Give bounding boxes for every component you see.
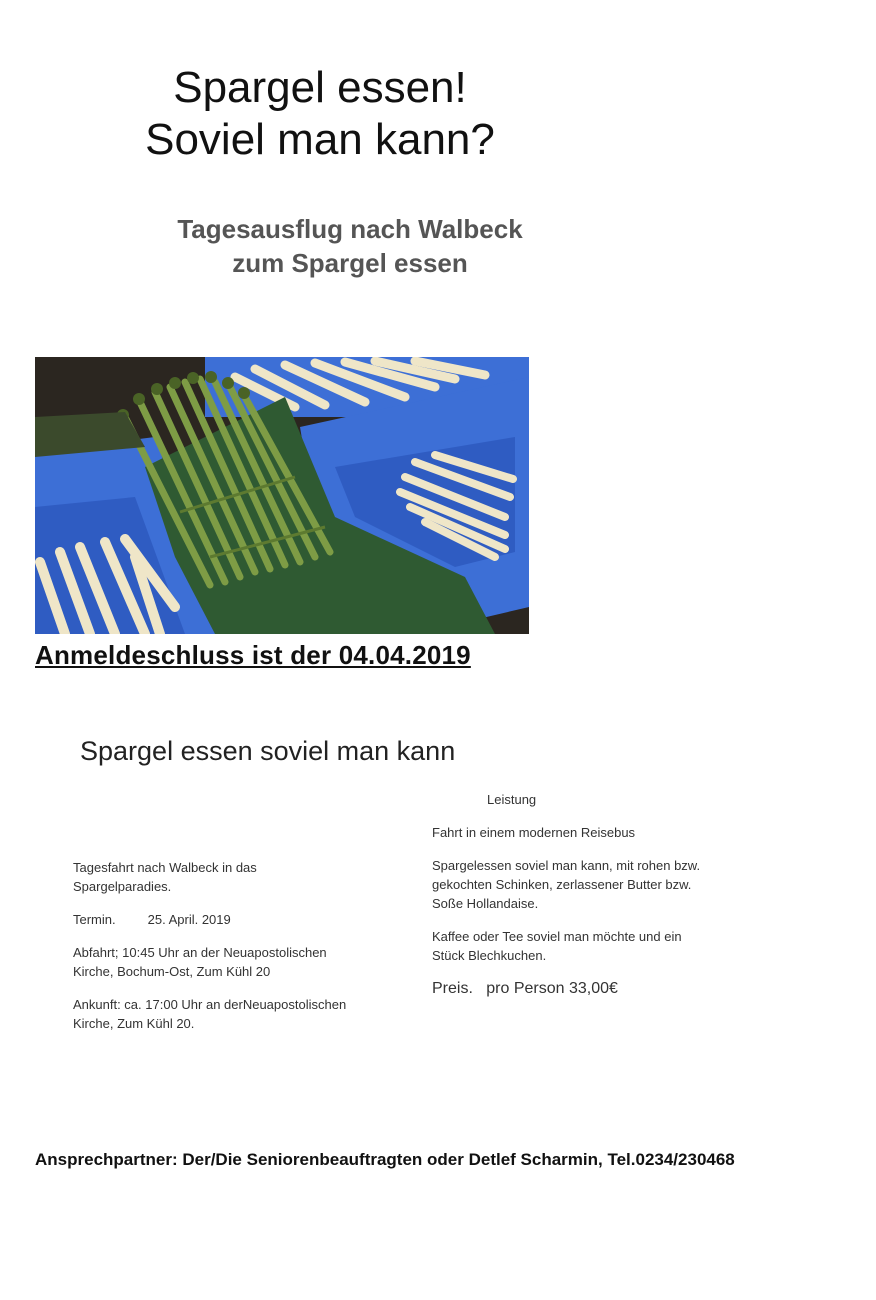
service-coffee: Kaffee oder Tee soviel man möchte und ein Stück Blechkuchen. <box>432 929 682 963</box>
asparagus-photo <box>35 357 529 634</box>
service-meal: Spargelessen soviel man kann, mit rohen bzw. gekochten Schinken, zerlassener Butter bzw. Soße Hollandaise. <box>432 858 701 911</box>
departure-info: Abfahrt; 10:45 Uhr an der Neuapostolischen Kirche, Bochum-Ost, Zum Kühl 20 <box>73 945 327 979</box>
title-line-1: Spargel essen! <box>173 63 467 112</box>
title-line-2: Soviel man kann? <box>145 115 495 164</box>
trip-details <box>73 858 403 1047</box>
section-heading: Spargel essen soviel man kann <box>80 736 456 766</box>
service-bus: Fahrt in einem modernen Reisebus <box>432 825 636 840</box>
trip-date: Termin. 25. April. 2019 <box>73 912 231 927</box>
subtitle-line-2: zum Spargel essen <box>232 248 468 278</box>
subtitle-line-1: Tagesausflug nach Walbeck <box>177 214 523 244</box>
registration-deadline: Anmeldeschluss ist der 04.04.2019 <box>35 640 471 670</box>
services-heading: Leistung <box>487 792 537 807</box>
price: Preis. pro Person 33,00€ <box>432 980 618 997</box>
services-list <box>432 790 752 1012</box>
asparagus-illustration <box>35 357 529 634</box>
trip-description: Tagesfahrt nach Walbeck in das Spargelparadies. <box>73 860 257 894</box>
page-title <box>60 62 580 166</box>
arrival-info: Ankunft: ca. 17:00 Uhr an derNeuapostolischen Kirche, Zum Kühl 20. <box>73 997 347 1031</box>
contact-person: Ansprechpartner: Der/Die Seniorenbeauftragten oder Detlef Scharmin, Tel.0234/230468 <box>35 1150 735 1169</box>
subtitle <box>130 212 570 280</box>
